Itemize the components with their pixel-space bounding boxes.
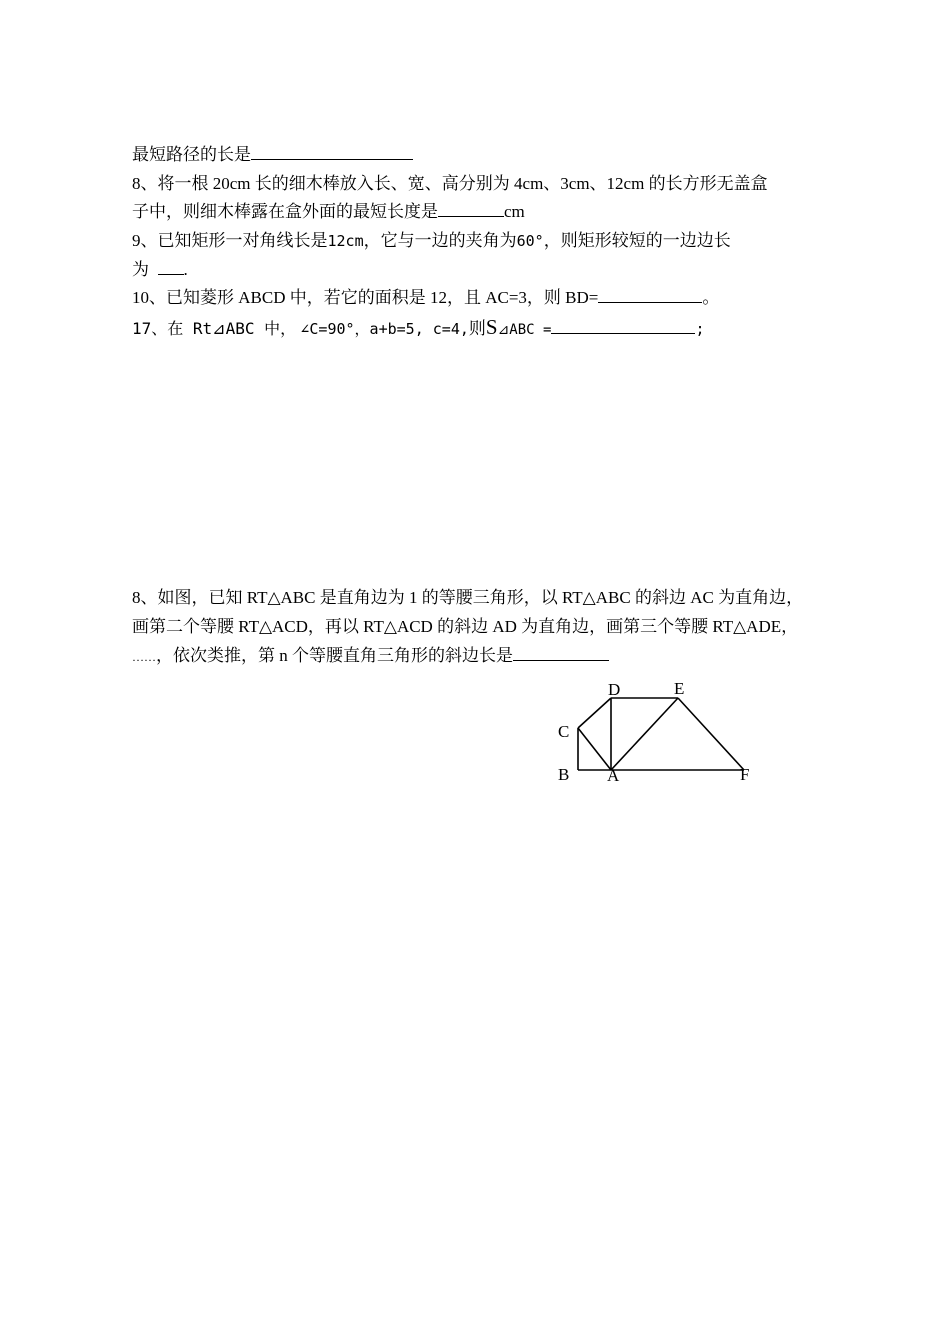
q10-end: 。	[702, 288, 720, 307]
segment-CD	[578, 698, 611, 728]
q8-box-text: 子中，则细木棒露在盒外面的最短长度是	[132, 202, 438, 221]
segment-CA	[578, 728, 611, 770]
q8-triangles-text: ，依次类推，第 n 个等腰直角三角形的斜边长是	[156, 646, 513, 665]
segment-EF	[678, 698, 744, 770]
q9-answer-blank[interactable]	[158, 258, 184, 275]
q9-angle: 60°	[516, 232, 544, 250]
segment-EA	[611, 698, 678, 770]
q9-text-3: ，则矩形较短的一边边长	[543, 231, 731, 250]
q8-box-line-2	[132, 200, 525, 224]
q7-tail-line	[132, 143, 413, 167]
label-F: F	[740, 765, 750, 784]
q17-answer-blank[interactable]	[551, 317, 695, 334]
q17-area-symbol: S	[485, 315, 498, 339]
q9-line-2	[132, 258, 188, 282]
q8-box-unit: cm	[504, 202, 525, 221]
label-A: A	[607, 766, 620, 785]
q17-ze: 则	[468, 319, 486, 338]
label-B: B	[558, 765, 570, 784]
q17-condition: ∠C=90°，a+b=5, c=4,	[300, 320, 469, 338]
q8-triangles-line-3	[132, 644, 609, 669]
label-C: C	[558, 722, 570, 741]
q17-area-subscript: ⊿ABC =	[497, 322, 552, 338]
q7-tail-text: 最短路径的长是	[132, 145, 251, 164]
q9-text-2: ，它与一边的夹角为	[363, 231, 517, 250]
q8-box-line-1: 8、将一根 20cm 长的细木棒放入长、宽、高分别为 4cm、3cm、12cm 的长方形无盖盒	[132, 174, 768, 193]
label-D: D	[608, 680, 621, 699]
q17-text: 17、在 Rt⊿ABC 中，	[132, 319, 297, 338]
q9-text-1: 9、已知矩形一对角线长是	[132, 231, 328, 250]
q17-semicolon: ;	[695, 320, 705, 338]
label-E: E	[674, 679, 685, 698]
q8-triangles-line-1: 8、如图，已知 RT△ABC 是直角边为 1 的等腰三角形，以 RT△ABC 的斜边 AC 为直角边，	[132, 588, 804, 607]
q7-answer-blank[interactable]	[251, 143, 413, 160]
q17-line	[132, 315, 704, 342]
q10-text: 10、已知菱形 ABCD 中，若它的面积是 12，且 AC=3，则 BD=	[132, 288, 599, 307]
q9-text-4: 为	[132, 260, 149, 279]
q8-box-answer-blank[interactable]	[438, 200, 504, 217]
q8-triangles-answer-blank[interactable]	[513, 644, 609, 661]
q10-line	[132, 286, 719, 310]
q9-line-1	[132, 229, 731, 253]
triangle-spiral-figure	[550, 675, 770, 790]
q9-diagonal: 12cm	[327, 232, 364, 250]
q8-triangles-line-2: 画第二个等腰 RT△ACD，再以 RT△ACD 的斜边 AD 为直角边，画第三个等腰 RT△ADE，	[132, 617, 799, 636]
q9-period: .	[183, 260, 188, 279]
q8-triangles-ellipsis: ……	[132, 650, 156, 664]
q10-answer-blank[interactable]	[598, 286, 702, 303]
